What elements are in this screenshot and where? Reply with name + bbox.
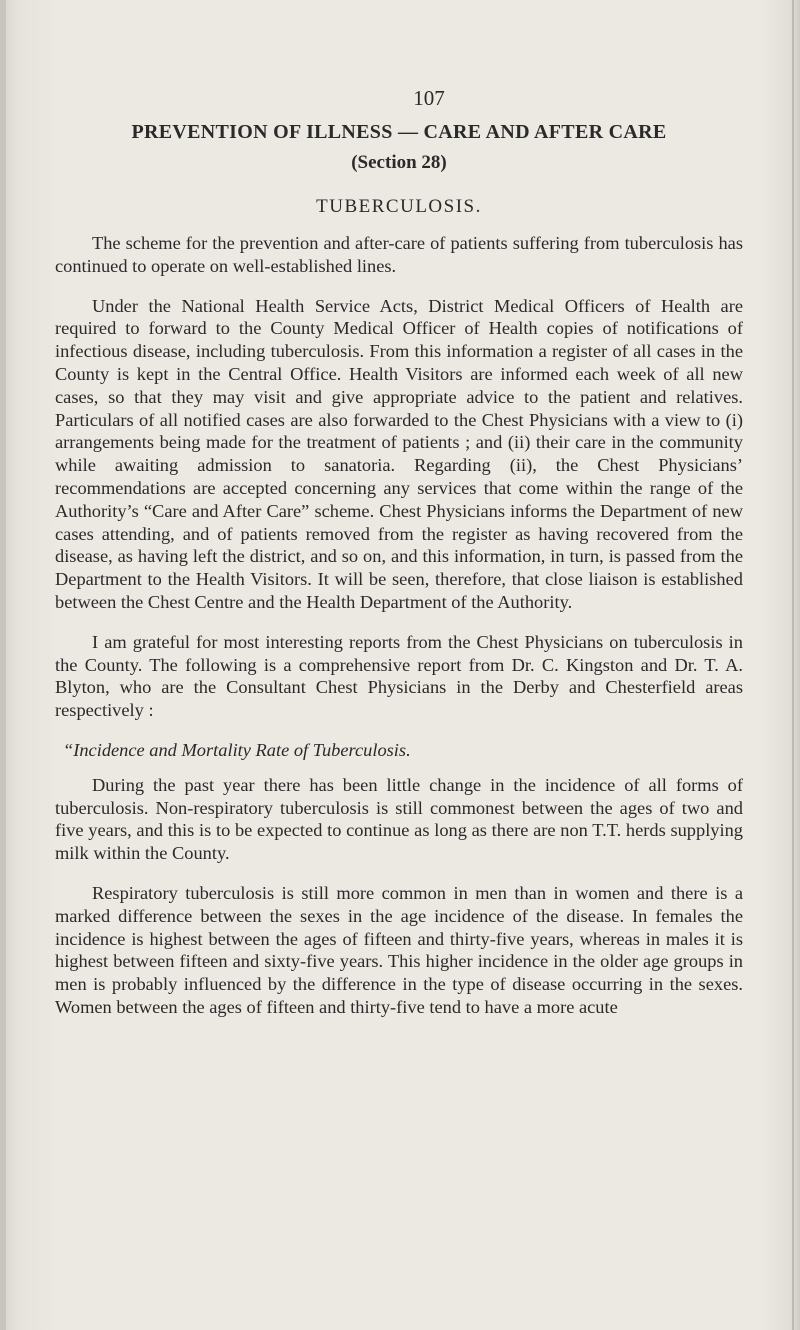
report-paragraph-incidence: During the past year there has been little change in the incidence of all forms of tuberculosis. Non-respiratory tuberculosis is still commonest between the ages of two and five years, and this is to be expected to continue as long as there are non T.T. herds supplying milk within the County. bbox=[55, 774, 743, 864]
paragraph-reports: I am grateful for most interesting reports from the Chest Physicians on tuberculosis in the County. The following is a comprehensive report from Dr. C. Kingston and Dr. T. A. Blyton, who are the Consultant Chest Physicians in the Derby and Chesterfield areas respectively : bbox=[55, 631, 743, 721]
page-edge-left bbox=[0, 0, 6, 1330]
page-title: PREVENTION OF ILLNESS — CARE AND AFTER CARE bbox=[131, 121, 667, 143]
page-number: 107 bbox=[413, 86, 445, 110]
paragraph-notification-procedure: Under the National Health Service Acts, District Medical Officers of Health are required to forward to the County Medical Officer of Health copies of notifications of infectious disease, including tuberculosis. From this information a register of all cases in the County is kept in the Central Office. Health Visitors are informed each week of all new cases, so that they may visit and give appropriate advice to the patient and relatives. Particulars of all notified cases are also forwarded to the Chest Physicians with a view to (i) arrangements being made for the treatment of patients ; and (ii) their care in the community while awaiting admission to sanatoria. Regarding (ii), the Chest Physicians’ recommendations are accepted concerning any services that come within the range of the Authority’s “Care and After Care” scheme. Chest Physicians informs the Department of new cases attending, and of patients removed from the register as having recovered from the disease, as having left the district, and so on, and this information, in turn, is passed from the Department to the Health Visitors. It will be seen, therefore, that close liaison is established between the Chest Centre and the Health Department of the Authority. bbox=[55, 295, 743, 612]
section-reference: (Section 28) bbox=[351, 152, 447, 173]
subheading: TUBERCULOSIS. bbox=[316, 196, 482, 217]
report-paragraph-respiratory: Respiratory tuberculosis is still more common in men than in women and there is a marked difference between the sexes in the age incidence of the disease. In females the incidence is highest between the ages of fifteen and thirty-five years, whereas in males it is highest between fifteen and sixty-five years. This higher incidence in the older age groups in men is probably influenced by the difference in the type of disease occurring in the sexes. Women between the ages of fifteen and thirty-five tend to have a more acute bbox=[55, 882, 743, 1017]
text-block bbox=[55, 86, 743, 1036]
page-edge-right bbox=[792, 0, 794, 1330]
paragraph-intro: The scheme for the prevention and after-care of patients suffering from tuberculosis has continued to operate on well-established lines. bbox=[55, 233, 743, 276]
report-heading: “Incidence and Mortality Rate of Tuberculosis. bbox=[63, 739, 411, 760]
